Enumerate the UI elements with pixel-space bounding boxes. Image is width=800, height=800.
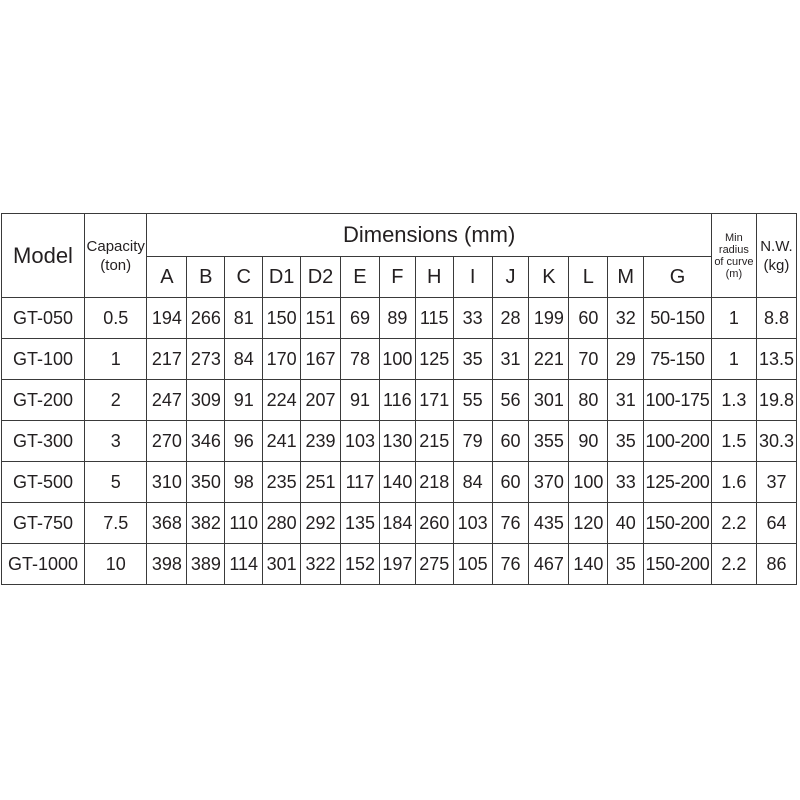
min-radius-cell: 1.6 bbox=[711, 462, 756, 503]
dimension-cell: 207 bbox=[301, 380, 341, 421]
dimension-cell: 215 bbox=[415, 421, 453, 462]
dimension-cell: 81 bbox=[225, 298, 263, 339]
dimension-cell: 197 bbox=[379, 544, 415, 585]
dimension-g-cell: 125-200 bbox=[644, 462, 712, 503]
dimension-cell: 435 bbox=[529, 503, 569, 544]
min-radius-cell: 1 bbox=[711, 298, 756, 339]
dimension-cell: 28 bbox=[492, 298, 529, 339]
dimension-cell: 167 bbox=[301, 339, 341, 380]
model-cell: GT-050 bbox=[2, 298, 85, 339]
dimension-cell: 301 bbox=[529, 380, 569, 421]
dimension-cell: 152 bbox=[341, 544, 380, 585]
capacity-header bbox=[84, 214, 146, 298]
dimension-g-cell: 150-200 bbox=[644, 544, 712, 585]
model-cell: GT-100 bbox=[2, 339, 85, 380]
net-weight-cell: 30.3 bbox=[756, 421, 796, 462]
model-cell: GT-500 bbox=[2, 462, 85, 503]
dimension-cell: 247 bbox=[147, 380, 187, 421]
dimension-cell: 368 bbox=[147, 503, 187, 544]
dimension-cell: 370 bbox=[529, 462, 569, 503]
dimension-cell: 117 bbox=[341, 462, 380, 503]
min-radius-header-line2: radius bbox=[718, 243, 749, 256]
dimension-column-header: G bbox=[644, 257, 712, 298]
dimension-cell: 40 bbox=[608, 503, 644, 544]
min-radius-header-line1: Min bbox=[725, 231, 743, 244]
dimension-g-cell: 100-200 bbox=[644, 421, 712, 462]
dimension-column-header: J bbox=[492, 257, 529, 298]
table-row bbox=[2, 462, 797, 503]
dimension-cell: 60 bbox=[492, 462, 529, 503]
dimension-cell: 100 bbox=[569, 462, 608, 503]
dimension-cell: 346 bbox=[187, 421, 225, 462]
dimension-cell: 310 bbox=[147, 462, 187, 503]
dimension-cell: 273 bbox=[187, 339, 225, 380]
model-header: Model bbox=[2, 214, 85, 298]
dimension-cell: 105 bbox=[453, 544, 492, 585]
dimension-cell: 251 bbox=[301, 462, 341, 503]
net-weight-cell: 64 bbox=[756, 503, 796, 544]
min-radius-header-line3: of curve bbox=[714, 255, 754, 268]
table-row bbox=[2, 503, 797, 544]
dimension-cell: 135 bbox=[341, 503, 380, 544]
dimension-cell: 184 bbox=[379, 503, 415, 544]
min-radius-cell: 1 bbox=[711, 339, 756, 380]
net-weight-cell: 19.8 bbox=[756, 380, 796, 421]
dimension-cell: 275 bbox=[415, 544, 453, 585]
dimension-cell: 69 bbox=[341, 298, 380, 339]
dimension-cell: 280 bbox=[263, 503, 301, 544]
dimension-cell: 35 bbox=[608, 421, 644, 462]
dimension-cell: 96 bbox=[225, 421, 263, 462]
dimension-cell: 70 bbox=[569, 339, 608, 380]
model-cell: GT-300 bbox=[2, 421, 85, 462]
dimension-cell: 125 bbox=[415, 339, 453, 380]
dimension-column-header: E bbox=[341, 257, 380, 298]
dimension-cell: 199 bbox=[529, 298, 569, 339]
dimension-cell: 260 bbox=[415, 503, 453, 544]
dimension-column-header: F bbox=[379, 257, 415, 298]
capacity-cell: 3 bbox=[84, 421, 146, 462]
specification-table bbox=[1, 213, 797, 585]
capacity-cell: 1 bbox=[84, 339, 146, 380]
dimension-cell: 355 bbox=[529, 421, 569, 462]
dimension-cell: 100 bbox=[379, 339, 415, 380]
dimension-cell: 91 bbox=[225, 380, 263, 421]
dimension-column-header: H bbox=[415, 257, 453, 298]
dimension-cell: 76 bbox=[492, 544, 529, 585]
capacity-header-line1: Capacity bbox=[86, 237, 145, 255]
table-row bbox=[2, 380, 797, 421]
min-radius-cell: 1.3 bbox=[711, 380, 756, 421]
net-weight-cell: 13.5 bbox=[756, 339, 796, 380]
dimension-cell: 55 bbox=[453, 380, 492, 421]
dimension-column-header: L bbox=[569, 257, 608, 298]
dimension-cell: 398 bbox=[147, 544, 187, 585]
dimension-column-header: K bbox=[529, 257, 569, 298]
dimension-cell: 90 bbox=[569, 421, 608, 462]
dimension-cell: 224 bbox=[263, 380, 301, 421]
dimension-cell: 79 bbox=[453, 421, 492, 462]
min-radius-header bbox=[711, 214, 756, 298]
dimension-cell: 130 bbox=[379, 421, 415, 462]
dimension-cell: 140 bbox=[569, 544, 608, 585]
min-radius-cell: 2.2 bbox=[711, 503, 756, 544]
table-row bbox=[2, 298, 797, 339]
dimension-column-header: D1 bbox=[263, 257, 301, 298]
net-weight-cell: 8.8 bbox=[756, 298, 796, 339]
dimension-cell: 33 bbox=[453, 298, 492, 339]
dimension-cell: 98 bbox=[225, 462, 263, 503]
dimension-cell: 217 bbox=[147, 339, 187, 380]
min-radius-cell: 2.2 bbox=[711, 544, 756, 585]
dimension-cell: 270 bbox=[147, 421, 187, 462]
dimension-cell: 110 bbox=[225, 503, 263, 544]
dimension-cell: 171 bbox=[415, 380, 453, 421]
dimension-cell: 33 bbox=[608, 462, 644, 503]
dimension-cell: 239 bbox=[301, 421, 341, 462]
dimension-cell: 60 bbox=[492, 421, 529, 462]
dimension-cell: 31 bbox=[608, 380, 644, 421]
capacity-cell: 10 bbox=[84, 544, 146, 585]
dimension-cell: 35 bbox=[608, 544, 644, 585]
dimension-column-header: B bbox=[187, 257, 225, 298]
dimension-cell: 389 bbox=[187, 544, 225, 585]
dimension-cell: 29 bbox=[608, 339, 644, 380]
dimension-cell: 115 bbox=[415, 298, 453, 339]
dimension-cell: 350 bbox=[187, 462, 225, 503]
dimension-cell: 31 bbox=[492, 339, 529, 380]
capacity-cell: 0.5 bbox=[84, 298, 146, 339]
table-row bbox=[2, 421, 797, 462]
dimension-g-cell: 75-150 bbox=[644, 339, 712, 380]
dimension-cell: 103 bbox=[341, 421, 380, 462]
min-radius-cell: 1.5 bbox=[711, 421, 756, 462]
net-weight-cell: 86 bbox=[756, 544, 796, 585]
dimension-column-header: D2 bbox=[301, 257, 341, 298]
dimension-cell: 116 bbox=[379, 380, 415, 421]
table-row bbox=[2, 544, 797, 585]
dimension-cell: 84 bbox=[453, 462, 492, 503]
net-weight-header bbox=[756, 214, 796, 298]
dimension-column-header: M bbox=[608, 257, 644, 298]
dimension-cell: 120 bbox=[569, 503, 608, 544]
capacity-cell: 2 bbox=[84, 380, 146, 421]
model-cell: GT-200 bbox=[2, 380, 85, 421]
dimension-cell: 194 bbox=[147, 298, 187, 339]
dimension-cell: 60 bbox=[569, 298, 608, 339]
dimension-cell: 235 bbox=[263, 462, 301, 503]
dimension-cell: 221 bbox=[529, 339, 569, 380]
net-weight-header-line2: (kg) bbox=[763, 256, 790, 274]
dimension-g-cell: 50-150 bbox=[644, 298, 712, 339]
dimension-cell: 467 bbox=[529, 544, 569, 585]
dimension-cell: 76 bbox=[492, 503, 529, 544]
dimension-cell: 218 bbox=[415, 462, 453, 503]
min-radius-header-line4: (m) bbox=[725, 267, 743, 280]
dimension-cell: 32 bbox=[608, 298, 644, 339]
dimension-cell: 309 bbox=[187, 380, 225, 421]
dimensions-header: Dimensions (mm) bbox=[147, 214, 711, 257]
dimension-cell: 241 bbox=[263, 421, 301, 462]
dimension-column-header: A bbox=[147, 257, 187, 298]
dimension-cell: 78 bbox=[341, 339, 380, 380]
dimension-cell: 84 bbox=[225, 339, 263, 380]
dimension-cell: 292 bbox=[301, 503, 341, 544]
capacity-cell: 5 bbox=[84, 462, 146, 503]
dimension-cell: 170 bbox=[263, 339, 301, 380]
dimension-cell: 89 bbox=[379, 298, 415, 339]
dimension-cell: 266 bbox=[187, 298, 225, 339]
dimension-cell: 56 bbox=[492, 380, 529, 421]
dimension-cell: 35 bbox=[453, 339, 492, 380]
dimension-cell: 382 bbox=[187, 503, 225, 544]
net-weight-cell: 37 bbox=[756, 462, 796, 503]
dimension-cell: 80 bbox=[569, 380, 608, 421]
dimension-cell: 322 bbox=[301, 544, 341, 585]
dimension-cell: 91 bbox=[341, 380, 380, 421]
dimension-g-cell: 150-200 bbox=[644, 503, 712, 544]
table-row bbox=[2, 339, 797, 380]
net-weight-header-line1: N.W. bbox=[760, 237, 793, 255]
capacity-cell: 7.5 bbox=[84, 503, 146, 544]
dimension-cell: 140 bbox=[379, 462, 415, 503]
model-cell: GT-1000 bbox=[2, 544, 85, 585]
dimension-column-header: I bbox=[453, 257, 492, 298]
dimension-g-cell: 100-175 bbox=[644, 380, 712, 421]
capacity-header-line2: (ton) bbox=[100, 256, 132, 274]
dimension-cell: 114 bbox=[225, 544, 263, 585]
model-cell: GT-750 bbox=[2, 503, 85, 544]
dimension-cell: 150 bbox=[263, 298, 301, 339]
dimension-cell: 151 bbox=[301, 298, 341, 339]
dimension-cell: 103 bbox=[453, 503, 492, 544]
dimension-column-header: C bbox=[225, 257, 263, 298]
dimension-cell: 301 bbox=[263, 544, 301, 585]
